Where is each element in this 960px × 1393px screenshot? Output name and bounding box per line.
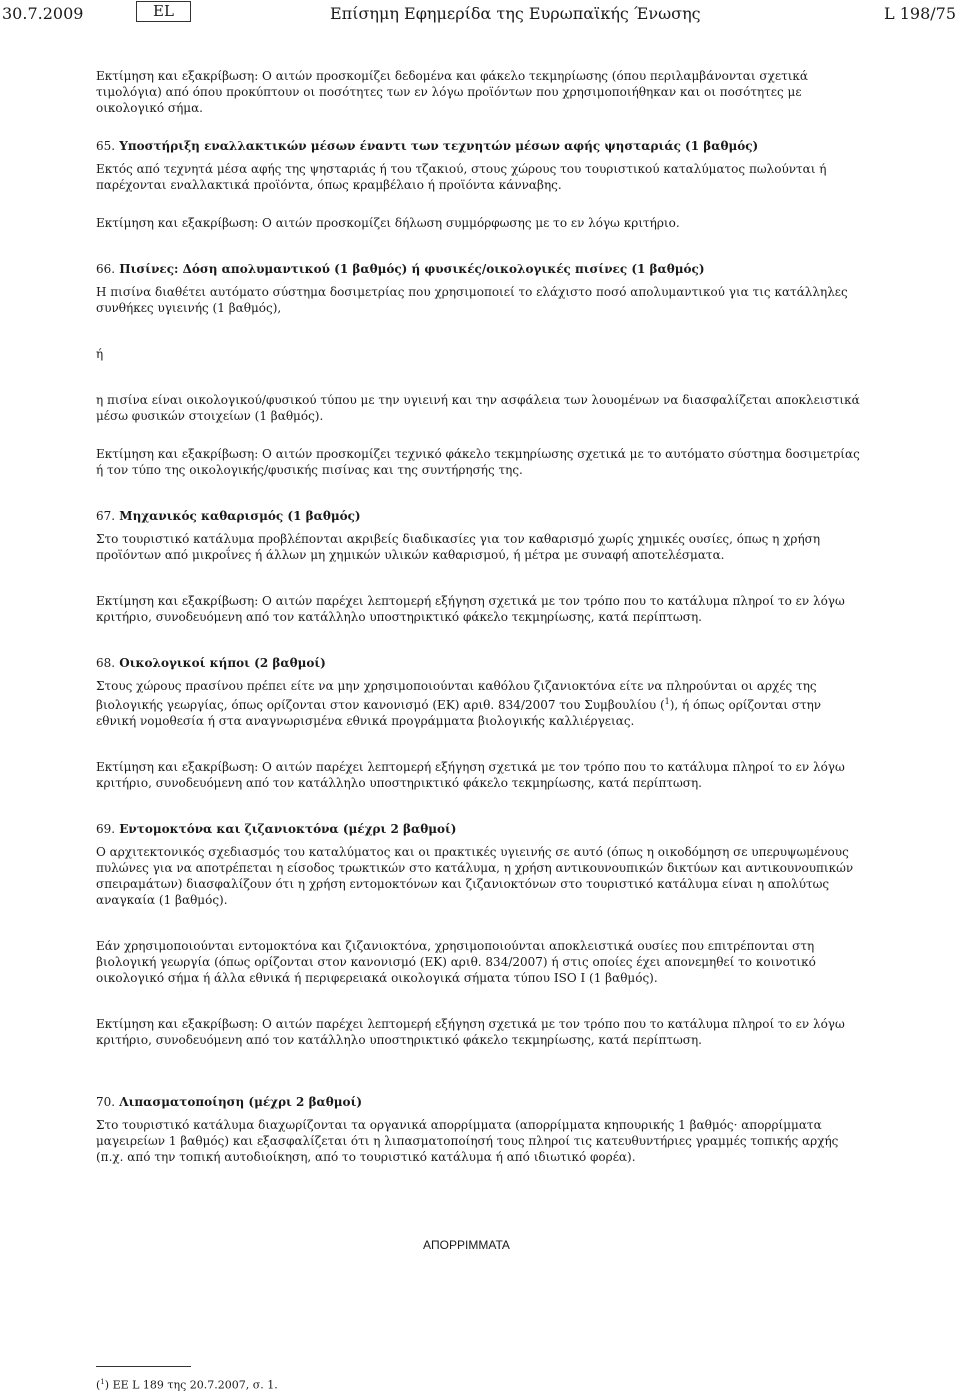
criterion-number: 69. bbox=[96, 822, 116, 836]
criterion-66-assessment: Εκτίμηση και εξακρίβωση: Ο αιτών προσκομίζει τεχνικό φάκελο τεκμηρίωσης σχετικά με το αυτόματο σύστημα δοσιμετρίας ή τον τύπο της οικολογικής/φυσικής πισίνας και της συντήρησής της. bbox=[96, 447, 860, 477]
document-body bbox=[96, 68, 864, 1165]
language-code: EL bbox=[136, 1, 191, 22]
criterion-68-assessment: Εκτίμηση και εξακρίβωση: Ο αιτών παρέχει λεπτομερή εξήγηση σχετικά με τον τρόπο που το κατάλυμα πληροί το εν λόγω κριτήριο, συνοδευόμενη από τον κατάλληλο υποστηρικτικό φάκελο τεκμηρίωσης, κατά περίπτωση. bbox=[96, 760, 845, 790]
body-text-part-b: ), ή όπως ορίζονται στην εθνική νομοθεσία ή στα αναγνωρισμένα εθνικά προγράμματα βιολογικής καλλιέργειας. bbox=[96, 698, 822, 728]
criterion-number: 66. bbox=[96, 262, 116, 276]
criterion-title-text: Οικολογικοί κήποι (2 βαθμοί) bbox=[119, 656, 326, 670]
criterion-title-text: Εντομοκτόνα και ζιζανιοκτόνα (μέχρι 2 βαθμοί) bbox=[119, 822, 457, 836]
criterion-66-or: ή bbox=[96, 347, 104, 361]
criterion-70-body: Στο τουριστικό κατάλυμα διαχωρίζονται τα οργανικά απορρίμματα (απορρίμματα κηπουρικής 1 βαθμός· απορρίμματα μαγειρείων 1 βαθμός) και εξασφαλίζεται ότι η λιπασματοποίησή τους πληροί τις κατευθυντήριες γραμμές τοπικής αρχής (π.χ. από την τοπική αυτοδιοίκηση, από το τουριστικό κατάλυμα ή από ιδιωτικό φορέα). bbox=[96, 1118, 839, 1164]
journal-title: Επίσημη Εφημερίδα της Ευρωπαϊκής Ένωσης bbox=[330, 4, 701, 23]
section-heading: ΑΠΟΡΡΙΜΜΑΤΑ bbox=[423, 1238, 510, 1252]
criterion-65-title bbox=[96, 138, 864, 154]
criterion-66-title bbox=[96, 261, 864, 277]
footnote-marker: 1 bbox=[100, 1378, 105, 1386]
criterion-number: 68. bbox=[96, 656, 116, 670]
criterion-number: 70. bbox=[96, 1095, 116, 1109]
criterion-67-assessment: Εκτίμηση και εξακρίβωση: Ο αιτών παρέχει λεπτομερή εξήγηση σχετικά με τον τρόπο που το κατάλυμα πληροί το εν λόγω κριτήριο, συνοδευόμενη από τον κατάλληλο υποστηρικτικό φάκελο τεκμηρίωσης, κατά περίπτωση. bbox=[96, 594, 845, 624]
criterion-68-title bbox=[96, 655, 864, 671]
page-header bbox=[0, 0, 960, 30]
criterion-66-body: Η πισίνα διαθέτει αυτόματο σύστημα δοσιμετρίας που χρησιμοποιεί το ελάχιστο ποσό απολυμαντικού για τις κατάλληλες συνθήκες υγιεινής (1 βαθμός), bbox=[96, 285, 848, 315]
criterion-title-text: Λιπασματοποίηση (μέχρι 2 βαθμοί) bbox=[119, 1095, 363, 1109]
criterion-69-assessment: Εκτίμηση και εξακρίβωση: Ο αιτών παρέχει λεπτομερή εξήγηση σχετικά με τον τρόπο που το κατάλυμα πληροί το εν λόγω κριτήριο, συνοδευόμενη από τον κατάλληλο υποστηρικτικό φάκελο τεκμηρίωσης, κατά περίπτωση. bbox=[96, 1017, 845, 1047]
criterion-69-body: Ο αρχιτεκτονικός σχεδιασμός του καταλύματος και οι πρακτικές υγιεινής σε αυτό (όπως η οικοδόμηση σε υπερυψωμένους πυλώνες για να αποτρέπεται η είσοδος τρωκτικών στο κατάλυμα, η χρήση αντικουνουπικών δικτύων και αντικουνουπικών σπειραμάτων) διασφαλίζουν ότι η χρήση εντομοκτόνων και ζιζανιοκτόνων στο τουριστικό κατάλυμα είναι η απολύτως αναγκαία (1 βαθμός). bbox=[96, 845, 854, 907]
footnote-text: ΕΕ L 189 της 20.7.2007, σ. 1. bbox=[112, 1378, 278, 1392]
footnote: ($^1$) ΕΕ L 189 της 20.7.2007, σ. 1. bbox=[96, 1378, 278, 1392]
criterion-title-text: Πισίνες: Δόση απολυμαντικού (1 βαθμός) ή φυσικές/οικολογικές πισίνες (1 βαθμός) bbox=[119, 262, 705, 276]
publication-date: 30.7.2009 bbox=[2, 4, 84, 23]
footnote-divider bbox=[96, 1366, 191, 1367]
criterion-70-title bbox=[96, 1094, 864, 1110]
criterion-67-body: Στο τουριστικό κατάλυμα προβλέπονται ακριβείς διαδικασίες για τον καθαρισμό χωρίς χημικές ουσίες, όπως η χρήση προϊόντων από μικροΐνες ή άλλων μη χημικών υλικών καθαρισμού, ή μέτρα με συναφή αποτελέσματα. bbox=[96, 532, 821, 562]
criterion-65-assessment: Εκτίμηση και εξακρίβωση: Ο αιτών προσκομίζει δήλωση συμμόρφωσης με το εν λόγω κριτήριο. bbox=[96, 216, 680, 230]
criterion-65-body: Εκτός από τεχνητά μέσα αφής της ψησταριάς ή του τζακιού, στους χώρους του τουριστικού καταλύματος πωλούνται ή παρέχονται εναλλακτικά προϊόντα, όπως κραμβέλαιο ή προϊόντα κάνναβης. bbox=[96, 162, 827, 192]
criterion-number: 65. bbox=[96, 139, 116, 153]
criterion-67-title bbox=[96, 508, 864, 524]
criterion-number: 67. bbox=[96, 509, 116, 523]
body-text-part-a: Στους χώρους πρασίνου πρέπει είτε να μην χρησιμοποιούνται καθόλου ζιζανιοκτόνα είτε να πληρούνται οι αρχές της βιολογικής γεωργίας, όπως ορίζονται στον κανονισμό (ΕΚ) αριθ. 834/2007 του Συμβουλίου ( bbox=[96, 679, 817, 712]
footnote-reference[interactable]: 1 bbox=[664, 697, 670, 706]
criterion-68-body bbox=[96, 678, 864, 729]
intro-assessment: Εκτίμηση και εξακρίβωση: Ο αιτών προσκομίζει δεδομένα και φάκελο τεκμηρίωσης (όπου περιλαμβάνονται σχετικά τιμολόγια) από όπου προκύπτουν οι ποσότητες των εν λόγω προϊόντων που χρησιμοποιήθηκαν και οι ποσότητες με οικολογικό σήμα. bbox=[96, 69, 809, 115]
criterion-66-body2: η πισίνα είναι οικολογικού/φυσικού τύπου με την υγιεινή και την ασφάλεια των λουομένων να διασφαλίζεται αποκλειστικά μέσω φυσικών στοιχείων (1 βαθμός). bbox=[96, 393, 860, 423]
criterion-title-text: Μηχανικός καθαρισμός (1 βαθμός) bbox=[119, 509, 361, 523]
criterion-69-title bbox=[96, 821, 864, 837]
criterion-69-body2: Εάν χρησιμοποιούνται εντομοκτόνα και ζιζανιοκτόνα, χρησιμοποιούνται αποκλειστικά ουσίες που επιτρέπονται στη βιολογική γεωργία (όπως ορίζονται στον κανονισμό (ΕΚ) αριθ. 834/2007) ή στις οποίες έχει απονεμηθεί το κοινοτικό οικολογικό σήμα ή άλλα εθνικά ή περιφερειακά οικολογικά σήματα τύπου ISO I (1 βαθμός). bbox=[96, 939, 816, 985]
criterion-title-text: Υποστήριξη εναλλακτικών μέσων έναντι των τεχνητών μέσων αφής ψησταριάς (1 βαθμός) bbox=[119, 139, 759, 153]
page-reference: L 198/75 bbox=[884, 4, 956, 23]
